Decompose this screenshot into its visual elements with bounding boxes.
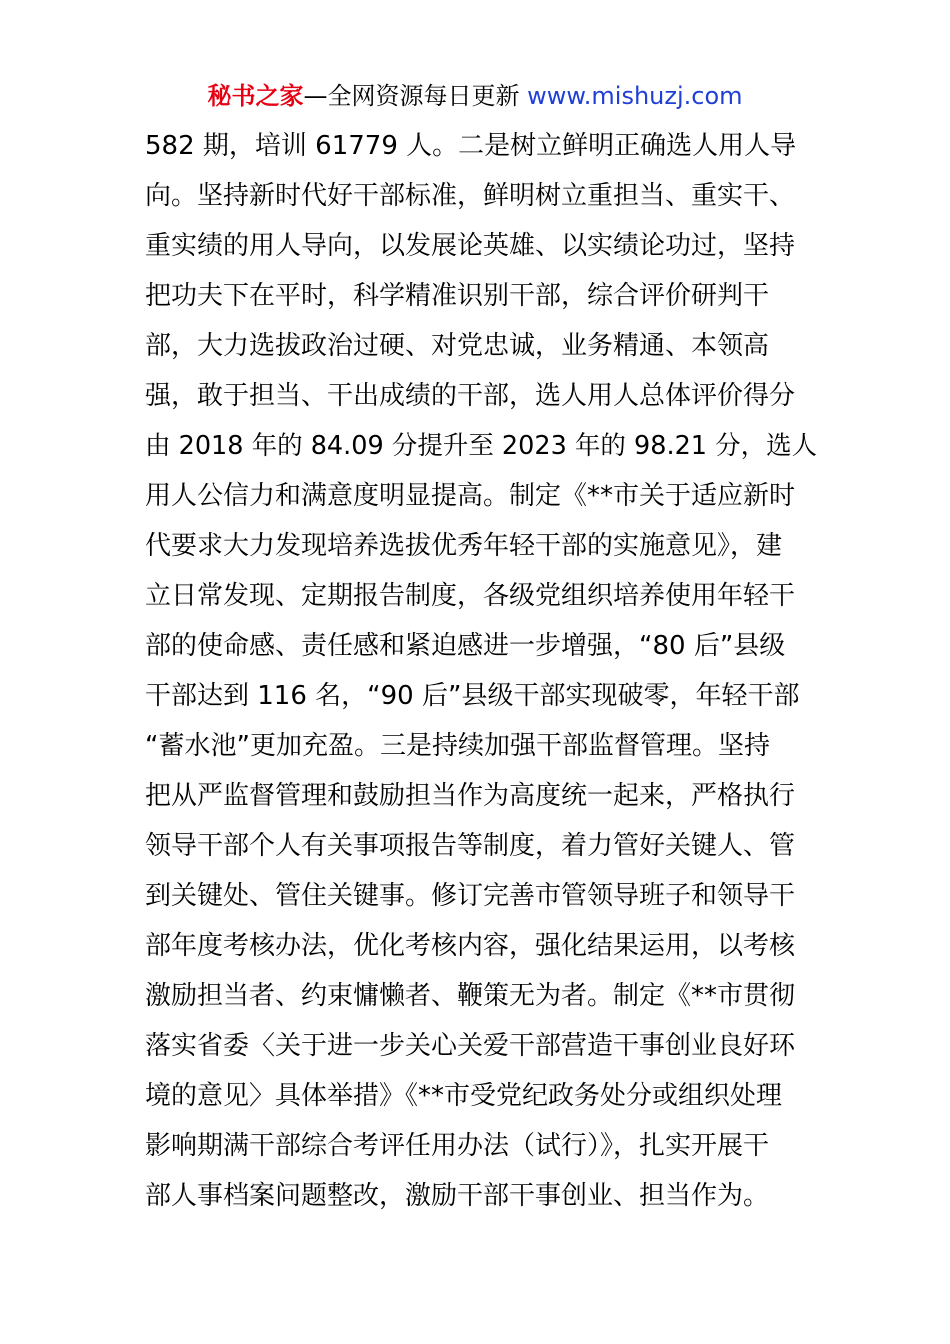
document-body (145, 121, 818, 1221)
header-tagline: —全网资源每日更新 (303, 82, 520, 110)
body-line: 部年度考核办法，优化考核内容，强化结果运用，以考核 (145, 931, 796, 961)
brand-name: 秘书之家 (207, 82, 304, 110)
body-line: 部，大力选拔政治过硬、对党忠诚，业务精通、本领高 (145, 331, 770, 361)
body-line: 把从严监督管理和鼓励担当作为高度统一起来，严格执行 (145, 781, 796, 811)
body-line: 立日常发现、定期报告制度，各级党组织培养使用年轻干 (145, 581, 796, 611)
body-line: 影响期满干部综合考评任用办法（试行）》，扎实开展干 (145, 1131, 770, 1161)
body-line: 到关键处、管住关键事。修订完善市管领导班子和领导干 (145, 881, 796, 911)
body-line: 把功夫下在平时，科学精准识别干部，综合评价研判干 (145, 281, 770, 311)
body-line: 向。坚持新时代好干部标准，鲜明树立重担当、重实干、 (145, 181, 796, 211)
body-line: 境的意见〉具体举措》《**市受党纪政务处分或组织处理 (145, 1081, 783, 1111)
body-line: 582 期，培训 61779 人。二是树立鲜明正确选人用人导 (145, 131, 797, 161)
body-line: 重实绩的用人导向，以发展论英雄、以实绩论功过，坚持 (145, 231, 796, 261)
site-url-link[interactable]: www.mishuzj.com (527, 82, 743, 110)
body-line: 干部达到 116 名，“90 后”县级干部实现破零，年轻干部 (145, 681, 800, 711)
body-line: 领导干部个人有关事项报告等制度，着力管好关键人、管 (145, 831, 796, 861)
body-line: 落实省委〈关于进一步关心关爱干部营造干事创业良好环 (145, 1031, 796, 1061)
body-line: 用人公信力和满意度明显提高。制定《**市关于适应新时 (145, 481, 796, 511)
body-line: 强，敢于担当、干出成绩的干部，选人用人总体评价得分 (145, 381, 796, 411)
body-line: 激励担当者、约束慵懒者、鞭策无为者。制定《**市贯彻 (145, 981, 796, 1011)
body-line: 部的使命感、责任感和紧迫感进一步增强，“80 后”县级 (145, 631, 786, 661)
body-line: 部人事档案问题整改，激励干部干事创业、担当作为。 (145, 1181, 770, 1211)
body-line: 代要求大力发现培养选拔优秀年轻干部的实施意见》，建 (145, 531, 783, 561)
body-line: “蓄水池”更加充盈。三是持续加强干部监督管理。坚持 (145, 731, 770, 761)
body-line: 由 2018 年的 84.09 分提升至 2023 年的 98.21 分，选人 (145, 431, 818, 461)
page-header (0, 80, 950, 112)
